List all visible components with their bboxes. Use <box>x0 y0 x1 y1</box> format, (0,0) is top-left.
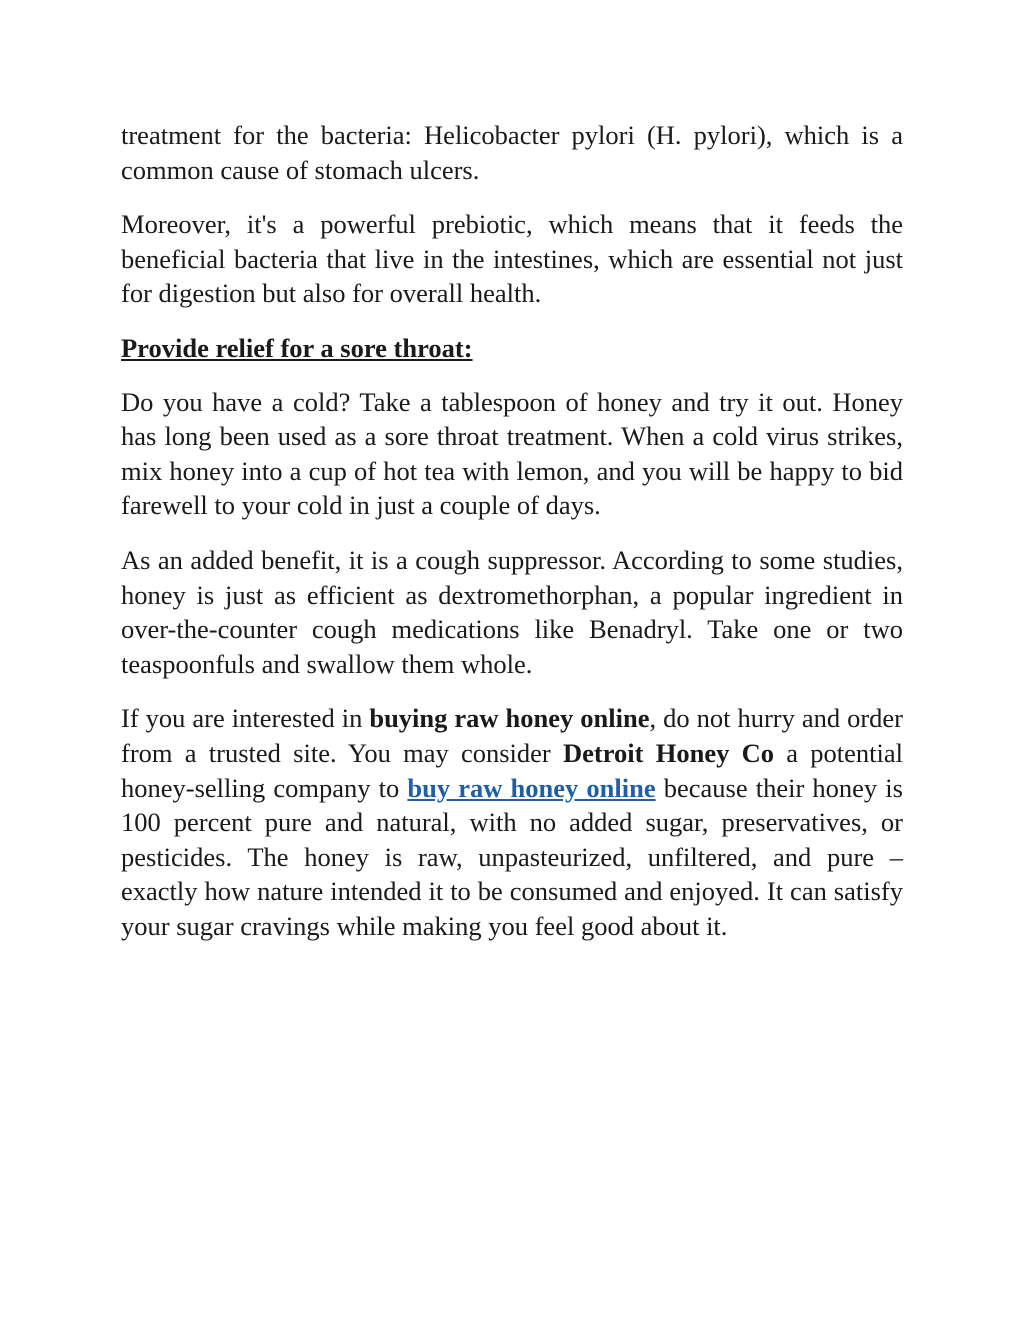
text-segment: If you are interested in <box>121 703 370 734</box>
bold-buying-raw-honey-online: buying raw honey online <box>369 703 650 734</box>
paragraph-cough-suppressor: As an added benefit, it is a cough suppressor. According to some studies, honey is just as efficient as dextromethorphan, a popular ingredient in over-the-counter cough medications like Benadryl. Take one or two teaspoonfuls and swallow them whole. <box>121 544 903 679</box>
document-page <box>121 118 903 963</box>
text-segment: , do not hurry and order from a trusted site. You may consider <box>121 703 903 768</box>
paragraph-cold: Do you have a cold? Take a tablespoon of honey and try it out. Honey has long been used as a sore throat treatment. When a cold virus strikes, mix honey into a cup of hot tea with lemon, and you will be happy to bid farewell to your cold in just a couple of days. <box>121 386 903 521</box>
buy-raw-honey-online-link[interactable]: buy raw honey online <box>407 772 656 803</box>
section-heading-sore-throat: Provide relief for a sore throat: <box>121 332 473 363</box>
text-segment: because their honey is 100 percent pure and natural, with no added sugar, preservatives, or pesticides. The honey is raw, unpasteurized, unfiltered, and pure – exactly how nature intended it to be consumed and enjoyed. It can satisfy your sugar cravings while making you feel good about it. <box>121 772 903 941</box>
text-segment: a potential honey-selling company to <box>121 737 903 803</box>
paragraph-h-pylori: treatment for the bacteria: Helicobacter pylori (H. pylori), which is a common cause of stomach ulcers. <box>121 120 903 185</box>
bold-detroit-honey-co: Detroit Honey Co <box>563 737 774 768</box>
paragraph-buy-online <box>121 701 903 943</box>
paragraph-prebiotic: Moreover, it's a powerful prebiotic, which means that it feeds the beneficial bacteria that live in the intestines, which are essential not just for digestion but also for overall health. <box>121 209 903 309</box>
